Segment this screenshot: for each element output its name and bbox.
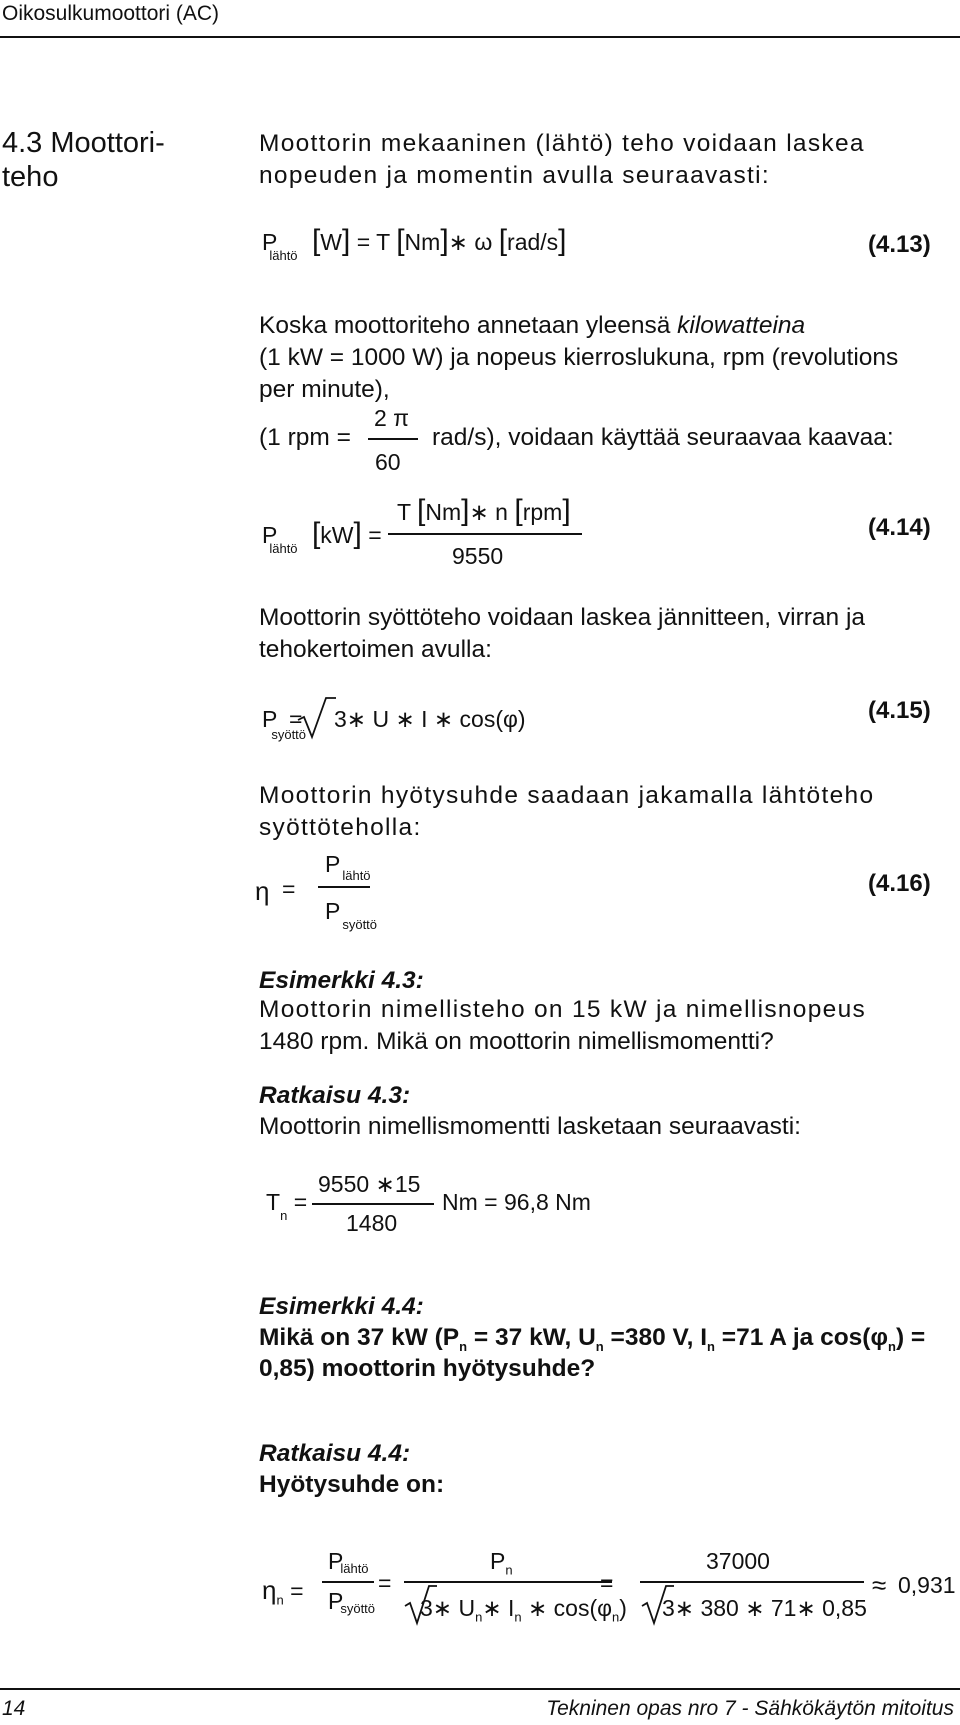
equation-4-15-body: 3∗ U ∗ I ∗ cos(φ) — [334, 706, 526, 732]
symbol-eta-n — [262, 1575, 304, 1608]
section-heading-line2: teho — [2, 161, 59, 193]
unit-rpm: rpm — [522, 499, 563, 525]
fraction1-denominator — [328, 1588, 378, 1618]
equals: = — [368, 522, 382, 548]
text-segment: =71 A ja cos(φ — [715, 1324, 888, 1351]
symbol-omega: ω — [474, 229, 493, 255]
equation-4-13: $P_{lähtö}$ [W] = T [Nm]∗ ω [rad/s] — [262, 224, 567, 263]
text-line: Moottorin mekaaninen (lähtö) teho voidaan laskea — [259, 130, 865, 157]
equals: = — [289, 706, 303, 732]
subscript-n: n — [475, 1609, 483, 1625]
equals: = — [282, 876, 296, 902]
symbol-eta: η — [262, 1575, 277, 1605]
page-number: 14 — [2, 1697, 26, 1720]
subscript-n: n — [612, 1609, 620, 1625]
equation-4-14-lhs: $P_{lähtö}$ [kW] = — [262, 517, 382, 556]
text-line: per minute), — [259, 376, 390, 403]
symbol-p: P — [262, 706, 278, 732]
fraction3-numerator: 37000 — [706, 1548, 770, 1574]
header-rule — [0, 36, 960, 38]
subscript-n: n — [280, 1207, 288, 1223]
equals: = — [290, 1578, 304, 1604]
fraction-bar — [388, 533, 582, 535]
symbol-p: P — [325, 851, 341, 877]
fraction-denominator: 60 — [375, 449, 401, 475]
equation-tn-numerator: 9550 ∗15 — [318, 1171, 421, 1197]
subscript-syotto: syöttö — [340, 1600, 376, 1616]
equation-tn-denominator: 1480 — [346, 1210, 398, 1236]
text-segment: ) = — [895, 1324, 926, 1351]
equation-4-16-numerator — [325, 851, 369, 881]
text-segment: =380 V, I — [603, 1324, 708, 1351]
text-line: 1480 rpm. Mikä on moottorin nimellismomentti? — [259, 1028, 774, 1055]
equation-number: (4.13) — [868, 231, 931, 258]
example-4-4-line1 — [259, 1324, 925, 1354]
text-line: Moottorin nimellisteho on 15 kW ja nimellisnopeus — [259, 996, 867, 1023]
equation-number: (4.16) — [868, 870, 931, 897]
equation-tn-result: Nm = 96,8 Nm — [442, 1189, 591, 1215]
subscript-syotto: syöttö — [342, 916, 378, 932]
equals: = — [600, 1570, 614, 1596]
fraction-bar — [322, 1581, 374, 1583]
fraction-bar — [404, 1581, 612, 1583]
subscript-syotto: syöttö — [271, 726, 307, 742]
equation-4-14-numerator: T [Nm]∗ n [rpm] — [397, 494, 571, 527]
footer-publication: Tekninen opas nro 7 - Sähkökäytön mitoitus — [546, 1697, 954, 1720]
solution-4-3-title: Ratkaisu 4.3: — [259, 1082, 411, 1109]
fraction2-numerator — [490, 1548, 513, 1578]
equation-4-16-denominator — [325, 898, 378, 932]
equals: = — [378, 1570, 392, 1596]
fraction-bar — [318, 886, 370, 888]
solution-4-3-text: Moottorin nimellismomentti lasketaan seuraavasti: — [259, 1113, 801, 1140]
equation-tn-lhs — [266, 1189, 308, 1223]
section-heading-line1: 4.3 Moottori- — [2, 127, 165, 159]
symbol-p: P — [262, 522, 278, 548]
solution-4-4-title: Ratkaisu 4.4: — [259, 1440, 411, 1467]
symbol-t: T — [376, 229, 390, 255]
emphasis-kilowatteina: kilowatteina — [677, 312, 806, 339]
fraction-bar — [368, 438, 418, 440]
text-line: (1 kW = 1000 W) ja nopeus kierroslukuna, rpm (revolutions — [259, 344, 899, 371]
equation-number: (4.14) — [868, 514, 931, 541]
symbol-t: T — [397, 499, 411, 525]
text-line: syöttöteholla: — [259, 814, 422, 841]
symbol-n: n — [495, 499, 508, 525]
math-segment: 3∗ U — [420, 1595, 476, 1621]
times: ∗ — [469, 499, 489, 525]
fraction3-denominator: 3∗ 380 ∗ 71∗ 0,85 — [662, 1595, 867, 1621]
section-heading — [2, 126, 165, 194]
subscript-lahto: lähtö — [269, 540, 298, 556]
text-line: tehokertoimen avulla: — [259, 636, 492, 663]
times: ∗ — [448, 229, 468, 255]
unit-kw: kW — [320, 522, 354, 548]
math-segment: ) — [619, 1595, 627, 1621]
paragraph-input-power — [259, 602, 865, 666]
square-root-sign — [296, 696, 336, 740]
subscript-lahto: lähtö — [342, 867, 371, 883]
symbol-eta: η — [255, 876, 270, 906]
symbol-p: P — [325, 898, 341, 924]
paragraph-kilowatts — [259, 310, 898, 406]
approx-sign: ≈ — [872, 1570, 887, 1600]
subscript-n: n — [707, 1338, 715, 1354]
text-segment: Mikä on 37 kW (P — [259, 1324, 460, 1351]
paragraph-mechanical-power — [259, 128, 865, 192]
subscript-lahto: lähtö — [269, 247, 298, 263]
fraction2-denominator — [420, 1595, 627, 1625]
unit-w: W — [320, 229, 342, 255]
text-line: Moottorin hyötysuhde saadaan jakamalla lähtöteho — [259, 782, 875, 809]
text-line: Koska moottoriteho annetaan yleensä — [259, 312, 678, 339]
unit-nm: Nm — [425, 499, 462, 525]
text-line: Moottorin syöttöteho voidaan laskea jännitteen, virran ja — [259, 604, 866, 631]
footer-rule — [0, 1688, 960, 1690]
running-header: Oikosulkumoottori (AC) — [2, 2, 220, 25]
equation-number: (4.15) — [868, 697, 931, 724]
subscript-n: n — [514, 1609, 522, 1625]
example-4-4-line2: 0,85) moottorin hyötysuhde? — [259, 1355, 596, 1382]
symbol-t: T — [266, 1189, 281, 1215]
text-segment: = 37 kW, U — [467, 1324, 596, 1351]
symbol-p: P — [328, 1548, 344, 1574]
result-value: 0,931 — [898, 1572, 956, 1598]
equals: = — [356, 229, 371, 255]
fraction-bar — [640, 1581, 864, 1583]
example-4-3-text — [259, 994, 866, 1058]
subscript-n: n — [276, 1592, 284, 1608]
rpm-definition-text: rad/s), voidaan käyttää seuraavaa kaavaa: — [432, 424, 894, 451]
subscript-n: n — [595, 1338, 604, 1354]
subscript-lahto: lähtö — [340, 1560, 369, 1576]
math-segment: ∗ I — [482, 1595, 515, 1621]
unit-rads: rad/s — [507, 229, 559, 255]
fraction-bar — [312, 1203, 434, 1205]
rpm-definition-label: (1 rpm = — [259, 424, 351, 451]
unit-nm: Nm — [404, 229, 441, 255]
symbol-p: P — [490, 1548, 506, 1574]
subscript-n: n — [505, 1562, 513, 1578]
fraction1-numerator — [328, 1548, 372, 1578]
text-line: nopeuden ja momentin avulla seuraavasti: — [259, 162, 770, 189]
symbol-p: P — [328, 1588, 344, 1614]
equation-4-14-denominator: 9550 — [452, 543, 504, 569]
example-4-3-title: Esimerkki 4.3: — [259, 967, 424, 994]
fraction-numerator: 2 π — [374, 405, 410, 431]
solution-4-4-text: Hyötysuhde on: — [259, 1471, 445, 1498]
symbol-p: P — [262, 229, 278, 255]
paragraph-efficiency — [259, 780, 874, 844]
math-segment: ∗ cos(φ — [521, 1595, 613, 1621]
equals: = — [293, 1189, 308, 1215]
example-4-4-title: Esimerkki 4.4: — [259, 1293, 424, 1320]
subscript-n: n — [888, 1338, 896, 1354]
subscript-n: n — [459, 1338, 468, 1354]
